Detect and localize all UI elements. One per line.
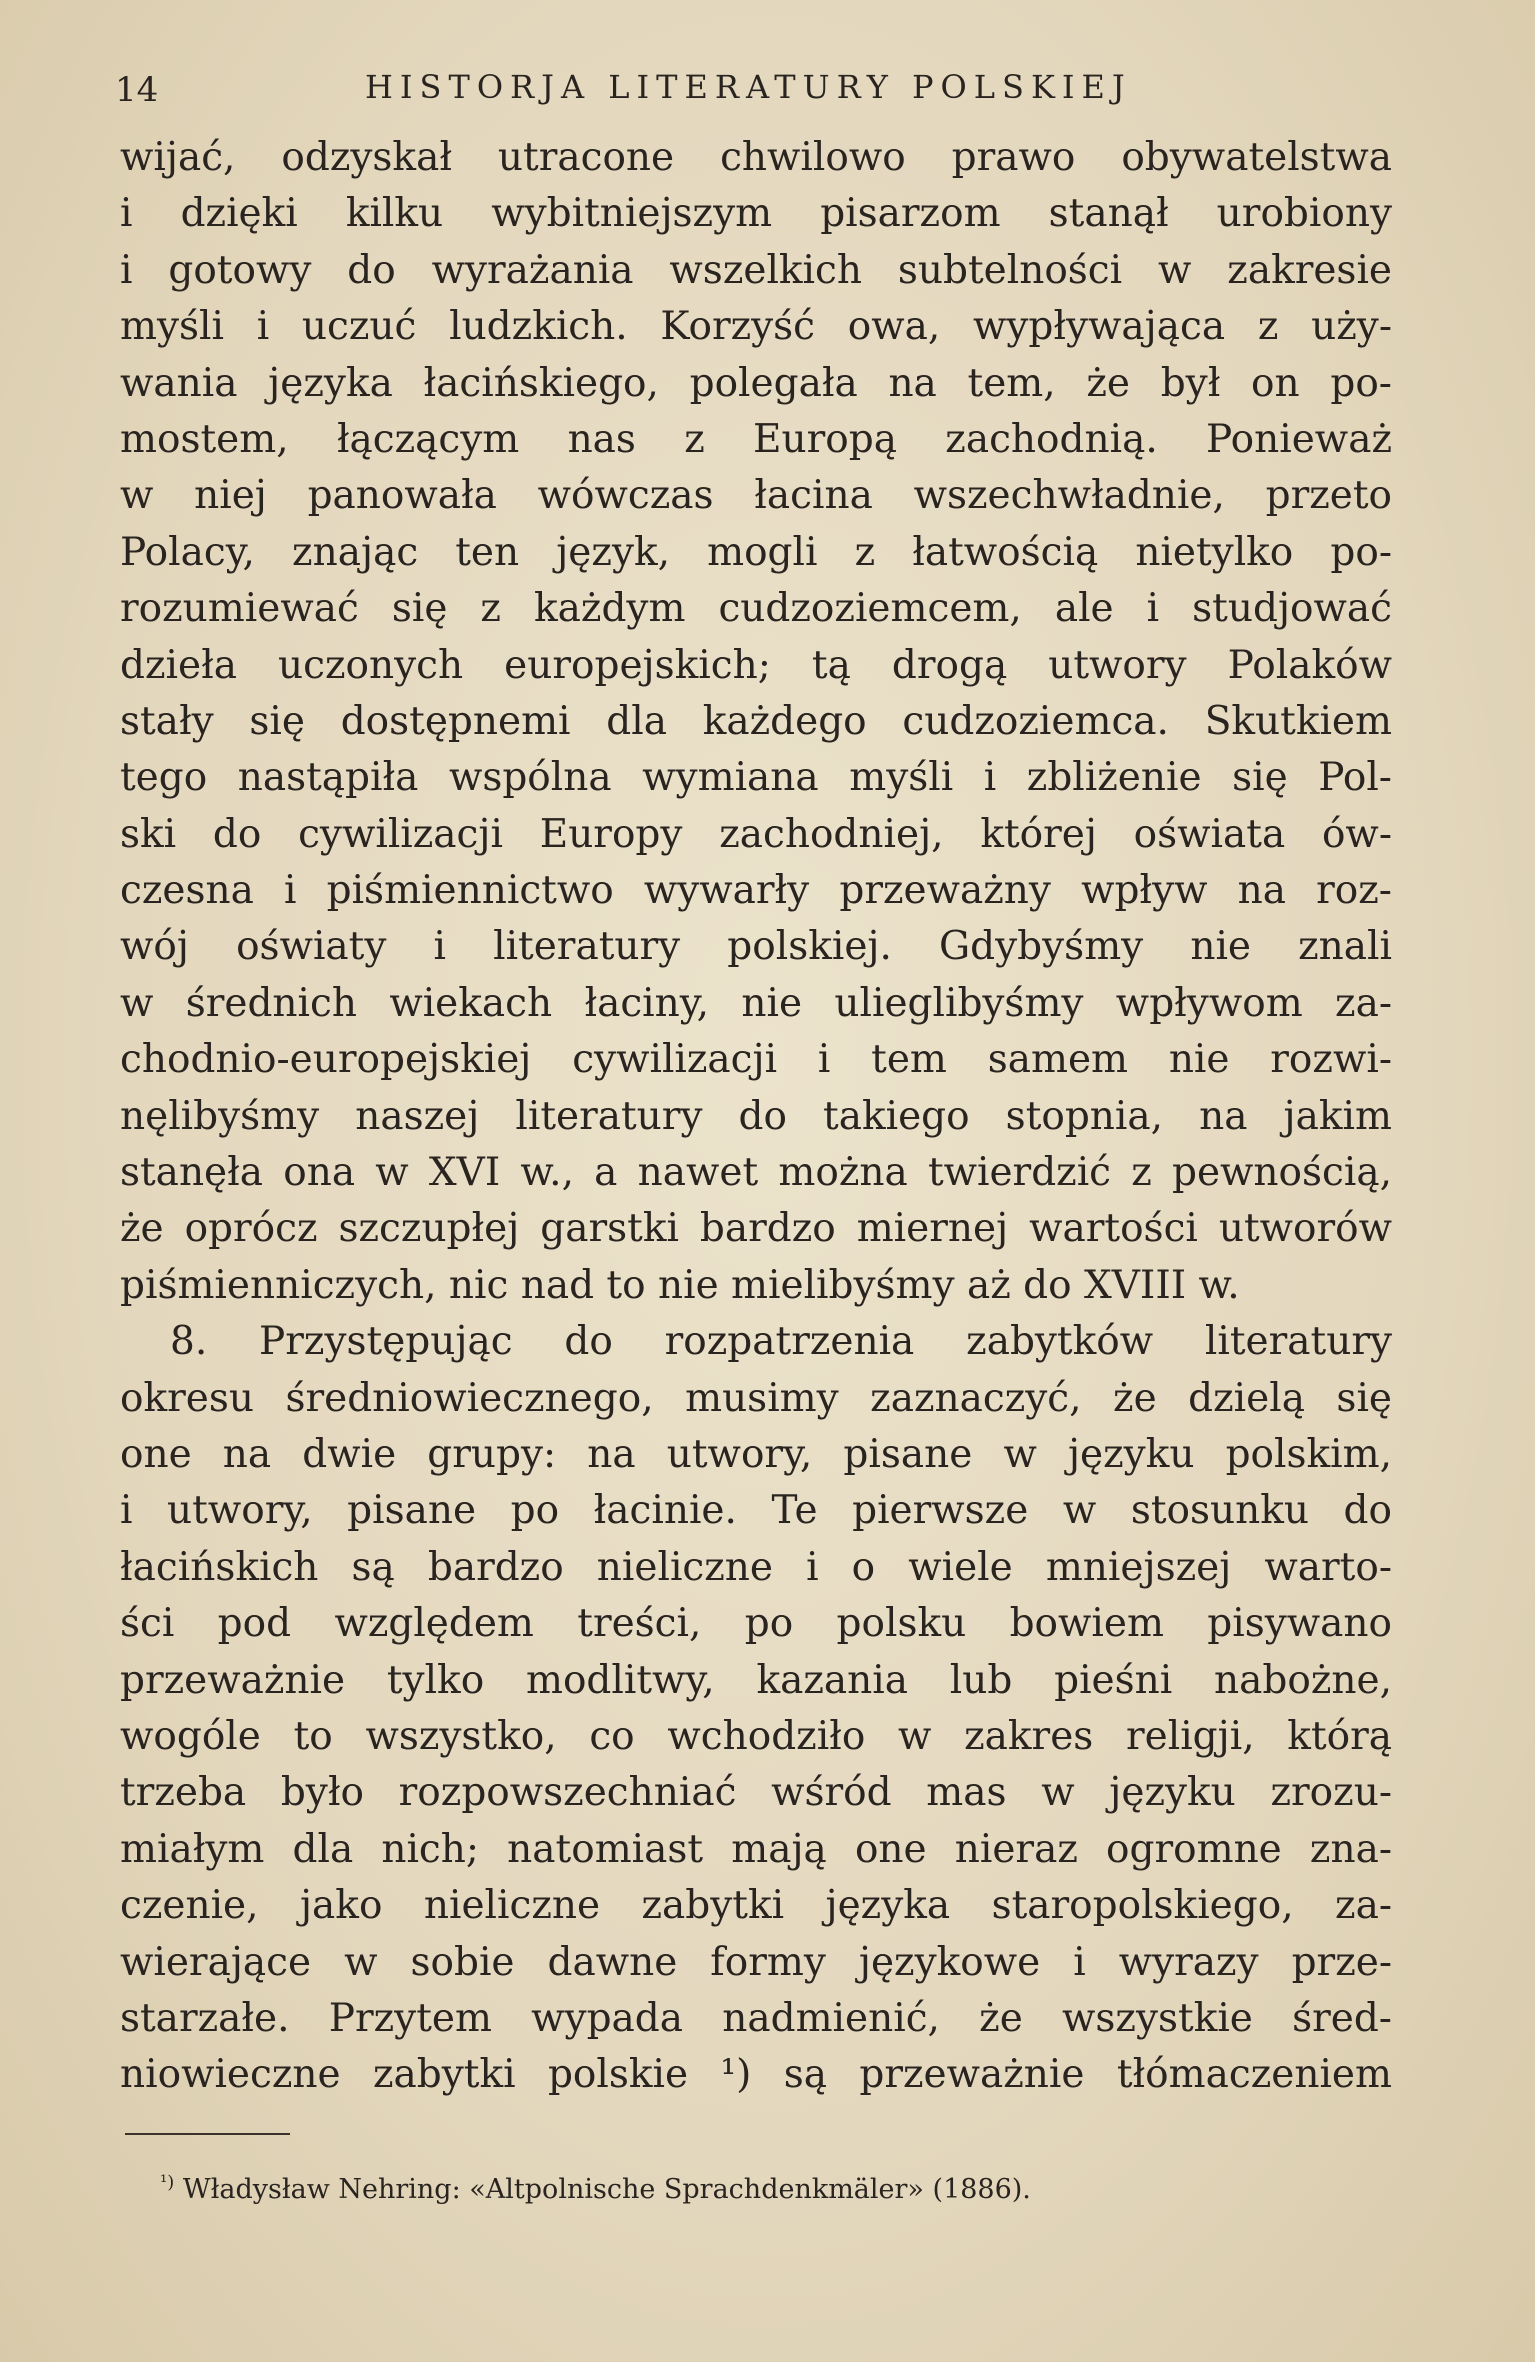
footnote <box>160 2172 1031 2205</box>
text-line: mostem, łączącym nas z Europą zachodnią. Ponieważ <box>120 416 1392 462</box>
text-line: dzieła uczonych europejskich; tą drogą utwory Polaków <box>120 642 1392 688</box>
text-line: przeważnie tylko modlitwy, kazania lub pieśni nabożne, <box>120 1657 1392 1703</box>
text-line: w średnich wiekach łaciny, nie ulieglibyśmy wpływom za- <box>120 980 1392 1026</box>
footnote-text: Władysław Nehring: «Altpolnische Sprachdenkmäler» (1886). <box>182 2174 1031 2205</box>
text-line: myśli i uczuć ludzkich. Korzyść owa, wypływająca z uży- <box>120 304 1392 350</box>
text-line: stanęła ona w XVI w., a nawet można twierdzić z pewnością, <box>120 1150 1392 1196</box>
running-title: HISTORJA LITERATURY POLSKIEJ <box>365 68 1132 106</box>
text-line: wania języka łacińskiego, polegała na tem, że był on po- <box>120 360 1392 406</box>
text-line: że oprócz szczupłej garstki bardzo miernej wartości utworów <box>120 1206 1392 1252</box>
footnote-divider <box>125 2133 290 2135</box>
text-line: trzeba było rozpowszechniać wśród mas w języku zrozu- <box>120 1770 1392 1816</box>
text-line: Polacy, znając ten język, mogli z łatwością nietylko po- <box>120 529 1392 575</box>
text-line: tego nastąpiła wspólna wymiana myśli i zbliżenie się Pol- <box>120 755 1392 801</box>
text-line: wogóle to wszystko, co wchodziło w zakres religji, którą <box>120 1713 1392 1759</box>
text-line: wierające w sobie dawne formy językowe i wyrazy prze- <box>120 1939 1392 1985</box>
text-line: okresu średniowiecznego, musimy zaznaczyć, że dzielą się <box>120 1375 1392 1421</box>
text-line: wój oświaty i literatury polskiej. Gdybyśmy nie znali <box>120 924 1392 970</box>
text-line: nęlibyśmy naszej literatury do takiego stopnia, na jakim <box>120 1093 1392 1139</box>
text-line: ski do cywilizacji Europy zachodniej, której oświata ów- <box>120 811 1392 857</box>
text-line: stały się dostępnemi dla każdego cudzoziemca. Skutkiem <box>120 698 1392 744</box>
body-text <box>120 130 1392 2104</box>
text-line: i gotowy do wyrażania wszelkich subtelności w zakresie <box>120 247 1392 293</box>
text-line: i utwory, pisane po łacinie. Te pierwsze w stosunku do <box>120 1488 1392 1534</box>
text-line: czesna i piśmiennictwo wywarły przeważny wpływ na roz- <box>120 868 1392 914</box>
text-line: piśmienniczych, nic nad to nie mielibyśmy aż do XVIII w. <box>120 1262 1240 1308</box>
text-line: niowieczne zabytki polskie ¹) są przeważnie tłómaczeniem <box>120 2052 1392 2098</box>
text-line: miałym dla nich; natomiast mają one nieraz ogromne zna- <box>120 1826 1392 1872</box>
text-line: łacińskich są bardzo nieliczne i o wiele mniejszej warto- <box>120 1544 1392 1590</box>
section-start-line: 8. Przystępując do rozpatrzenia zabytków literatury <box>170 1319 1392 1365</box>
text-line: chodnio-europejskiej cywilizacji i tem samem nie rozwi- <box>120 1037 1392 1083</box>
text-line: w niej panowała wówczas łacina wszechwładnie, przeto <box>120 473 1392 519</box>
text-line: ści pod względem treści, po polsku bowiem pisywano <box>120 1601 1392 1647</box>
text-line: i dzięki kilku wybitniejszym pisarzom stanął urobiony <box>120 191 1392 237</box>
text-line: starzałe. Przytem wypada nadmienić, że wszystkie śred- <box>120 1995 1392 2041</box>
text-line: czenie, jako nieliczne zabytki języka staropolskiego, za- <box>120 1883 1392 1929</box>
page-header <box>115 62 1395 112</box>
page-number: 14 <box>115 70 159 110</box>
text-line: wijać, odzyskał utracone chwilowo prawo obywatelstwa <box>120 135 1392 180</box>
text-line: one na dwie grupy: na utwory, pisane w języku polskim, <box>120 1431 1392 1477</box>
footnote-marker: ¹) <box>160 2172 175 2193</box>
text-line: rozumiewać się z każdym cudzoziemcem, ale i studjować <box>120 586 1392 632</box>
